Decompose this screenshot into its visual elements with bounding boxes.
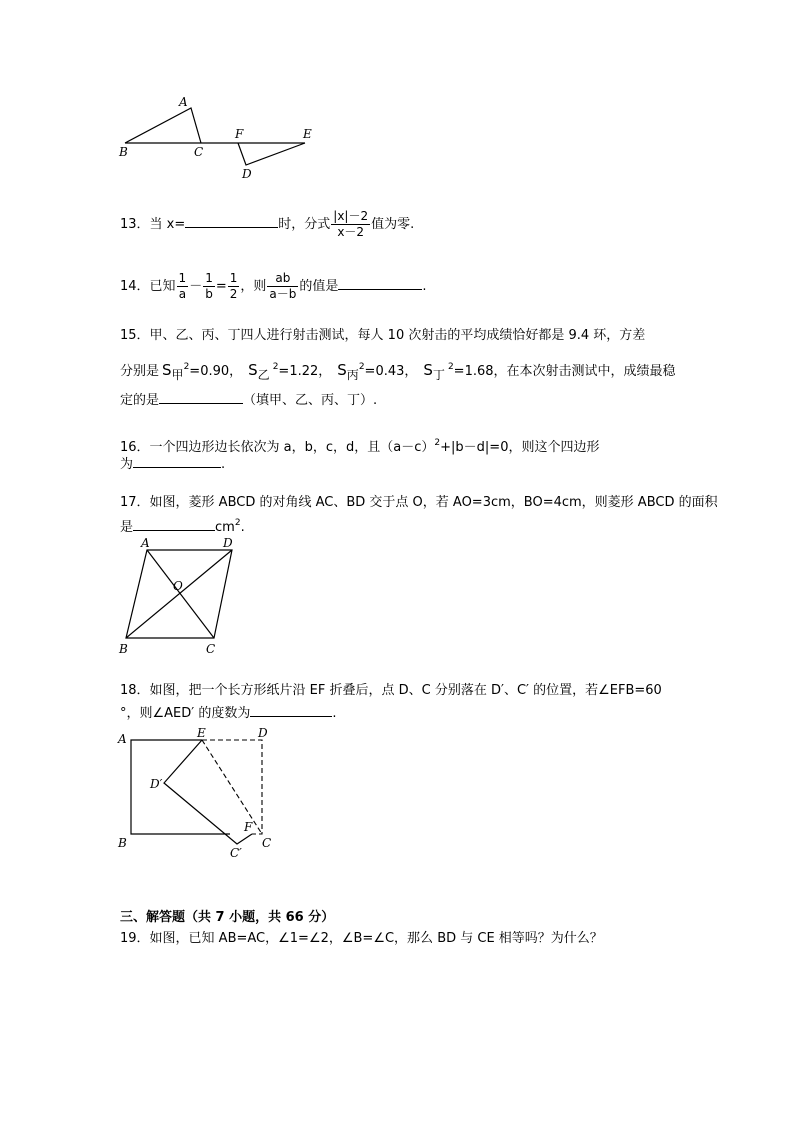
question-14: 14．已知 $\frac{1}{a}$ － $\frac{1}{b}$ = $\frac{1}{2}$ ，则 $\frac{ab}{a-b}$ 的值是 . — [120, 271, 427, 301]
label-D: D — [223, 536, 233, 550]
question-17-line-1: 17．如图，菱形 ABCD 的对角线 AC、BD 交于点 O，若 AO=3cm，BO=4cm，则菱形 ABCD 的面积 — [120, 495, 718, 510]
label-C: C — [206, 642, 216, 656]
fraction: $\frac{1}{b}$ — [205, 271, 213, 301]
question-15-line-1: 15．甲、乙、丙、丁四人进行射击测试，每人 10 次射击的平均成绩恰好都是 9.4 环，方差 — [120, 328, 646, 343]
section-heading: 三、解答题（共 7 小题，共 66 分） — [120, 910, 335, 925]
label-C: C — [262, 836, 272, 850]
question-16-line-1: 16．一个四边形边长依次为 a，b，c，d，且$(a-c)^2+|b-d|=0$，则这个四边形 — [120, 438, 600, 455]
fold-line-EF — [202, 740, 262, 834]
folded-flap — [164, 740, 252, 844]
question-17-line-2: 是 $cm^2$. — [120, 518, 245, 535]
label-O: O — [173, 579, 183, 593]
question-19: 19．如图，已知 AB=AC，∠1=∠2，∠B=∠C，那么 BD 与 CE 相等吗？为什么？ — [120, 931, 603, 946]
label-F: F — [235, 127, 244, 141]
question-18-line-2: °，则∠AED′ 的度数为 . — [120, 703, 337, 723]
label-D: D — [258, 726, 268, 740]
fraction: $\frac{1}{a}$ — [178, 271, 187, 301]
label-B: B — [118, 836, 127, 850]
fraction: $\frac{1}{2}$ — [229, 271, 238, 301]
label-B: B — [119, 642, 128, 656]
fraction: $\frac{ab}{a-b}$ — [269, 271, 297, 301]
label-A: A — [141, 536, 150, 550]
question-15-line-2: 分别是 S甲$^2$=0.90， S乙$^2$=1.22， S丙$^2$=0.43， S丁$^2$=1.68，在本次射击测试中，成绩最稳 — [120, 361, 676, 382]
label-E: E — [303, 127, 312, 141]
rectangle-solid-edges — [131, 740, 230, 834]
label-A: A — [118, 732, 127, 746]
label-D: D — [242, 167, 252, 181]
label-F: F — [244, 820, 253, 834]
label-A: A — [179, 95, 188, 109]
question-18-line-1: 18．如图，把一个长方形纸片沿 EF 折叠后，点 D、C 分别落在 D′、C′ 的位置，若∠EFB=60 — [120, 683, 662, 698]
fraction: $\frac{|x|-2}{x-2}$ — [333, 209, 369, 239]
label-B: B — [119, 145, 128, 159]
label-C: C — [194, 145, 204, 159]
label-D-prime: D′ — [150, 777, 163, 791]
label-C-prime: C′ — [230, 846, 242, 860]
label-E: E — [197, 726, 206, 740]
question-13: 13．当 x= 时，分式 $\frac{|x|-2}{x-2}$ 值为零. — [120, 209, 415, 239]
question-15-line-3: 定的是 （填甲、乙、丙、丁）. — [120, 390, 377, 410]
question-16-line-2: 为 . — [120, 454, 225, 474]
